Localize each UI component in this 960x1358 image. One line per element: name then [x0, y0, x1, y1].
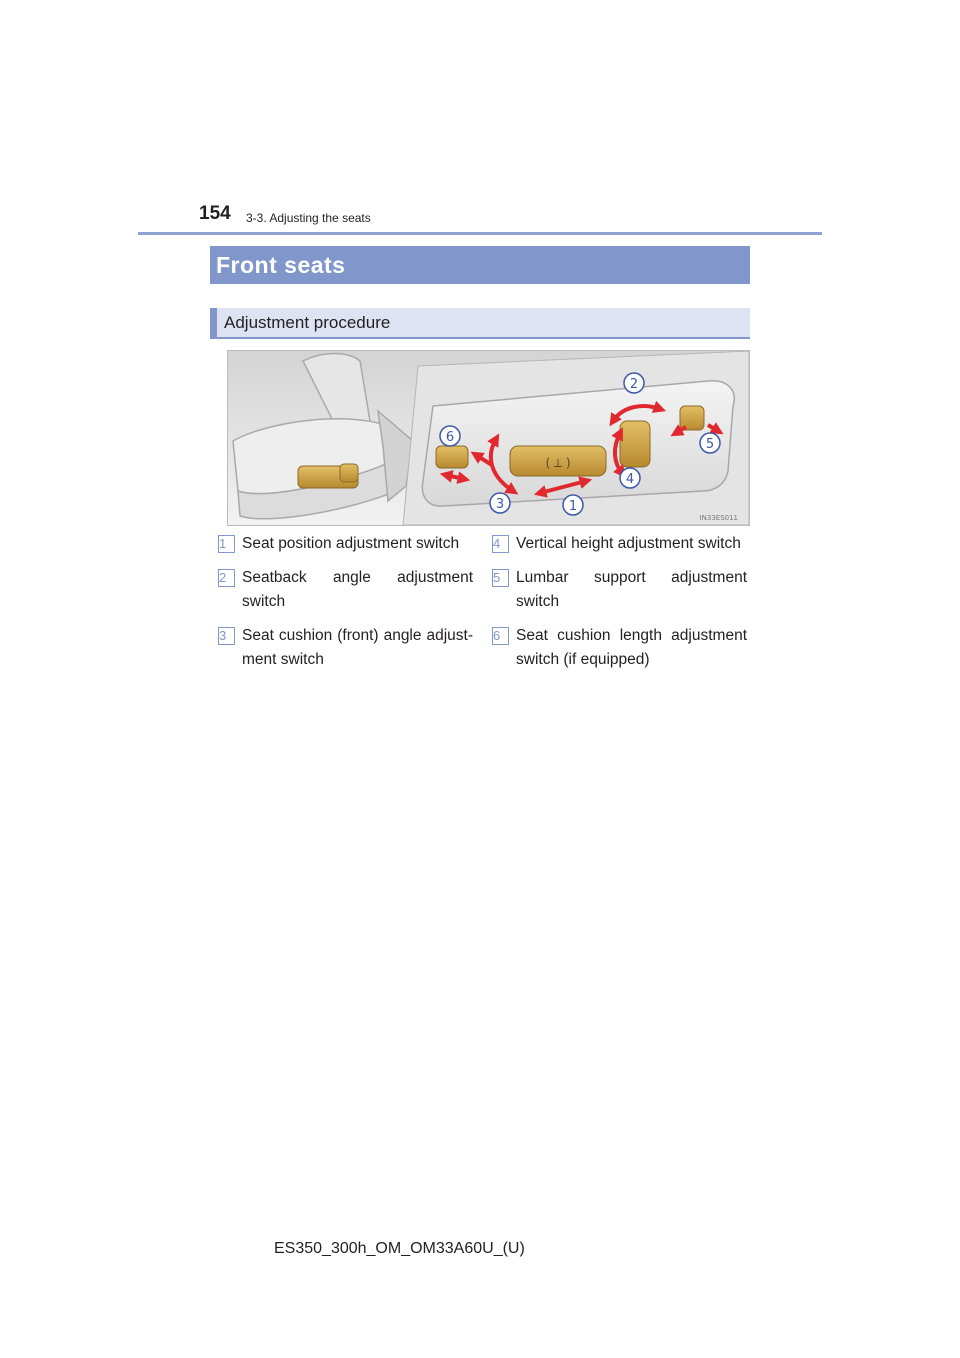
callout-number: 4	[492, 535, 509, 553]
callout-text: Vertical height adjustment switch	[516, 535, 741, 552]
callout-text: Seat cushion length adjustment switch (if equipped)	[516, 627, 747, 668]
title-bar	[210, 246, 750, 284]
callout-item	[492, 624, 747, 672]
subtitle-bar	[210, 308, 750, 339]
callout-list-left	[218, 532, 473, 682]
callout-item	[218, 532, 473, 556]
section-title: 3-3. Adjusting the seats	[246, 211, 371, 225]
seat-cushion-length-switch	[436, 446, 468, 468]
figure-code: IN33ES011	[699, 514, 738, 522]
callout-text: Seatback angle adjustment switch	[242, 569, 473, 610]
figure-label-1: 1	[568, 499, 578, 514]
callout-number: 3	[218, 627, 235, 645]
subtitle-marker	[210, 308, 217, 337]
callout-item	[492, 566, 747, 614]
page-title: Front seats	[216, 252, 346, 278]
callout-number: 6	[492, 627, 509, 645]
callout-item	[218, 624, 473, 672]
svg-text:( ⟂ ): ( ⟂ )	[545, 456, 571, 470]
callout-item	[218, 566, 473, 614]
document-code: ES350_300h_OM_OM33A60U_(U)	[274, 1240, 525, 1257]
callout-item	[492, 532, 747, 556]
figure-label-6: 6	[445, 430, 455, 445]
figure-label-5: 5	[705, 437, 715, 452]
figure-label-2: 2	[629, 377, 639, 392]
callout-number: 5	[492, 569, 509, 587]
callout-text: Lumbar support adjustment switch	[516, 569, 747, 610]
callout-text: Seat cushion (front) angle adjust-ment switch	[242, 627, 473, 668]
callout-text: Seat position adjustment switch	[242, 535, 460, 552]
figure-label-3: 3	[495, 497, 505, 512]
callout-list-right	[492, 532, 747, 682]
figure-label-4: 4	[625, 472, 635, 487]
header-rule	[138, 232, 822, 235]
page-number: 154	[199, 203, 231, 224]
seat-switch-illustration	[227, 350, 750, 526]
callout-number: 1	[218, 535, 235, 553]
subtitle: Adjustment procedure	[224, 313, 391, 332]
callout-number: 2	[218, 569, 235, 587]
seatback-angle-switch	[620, 421, 650, 467]
